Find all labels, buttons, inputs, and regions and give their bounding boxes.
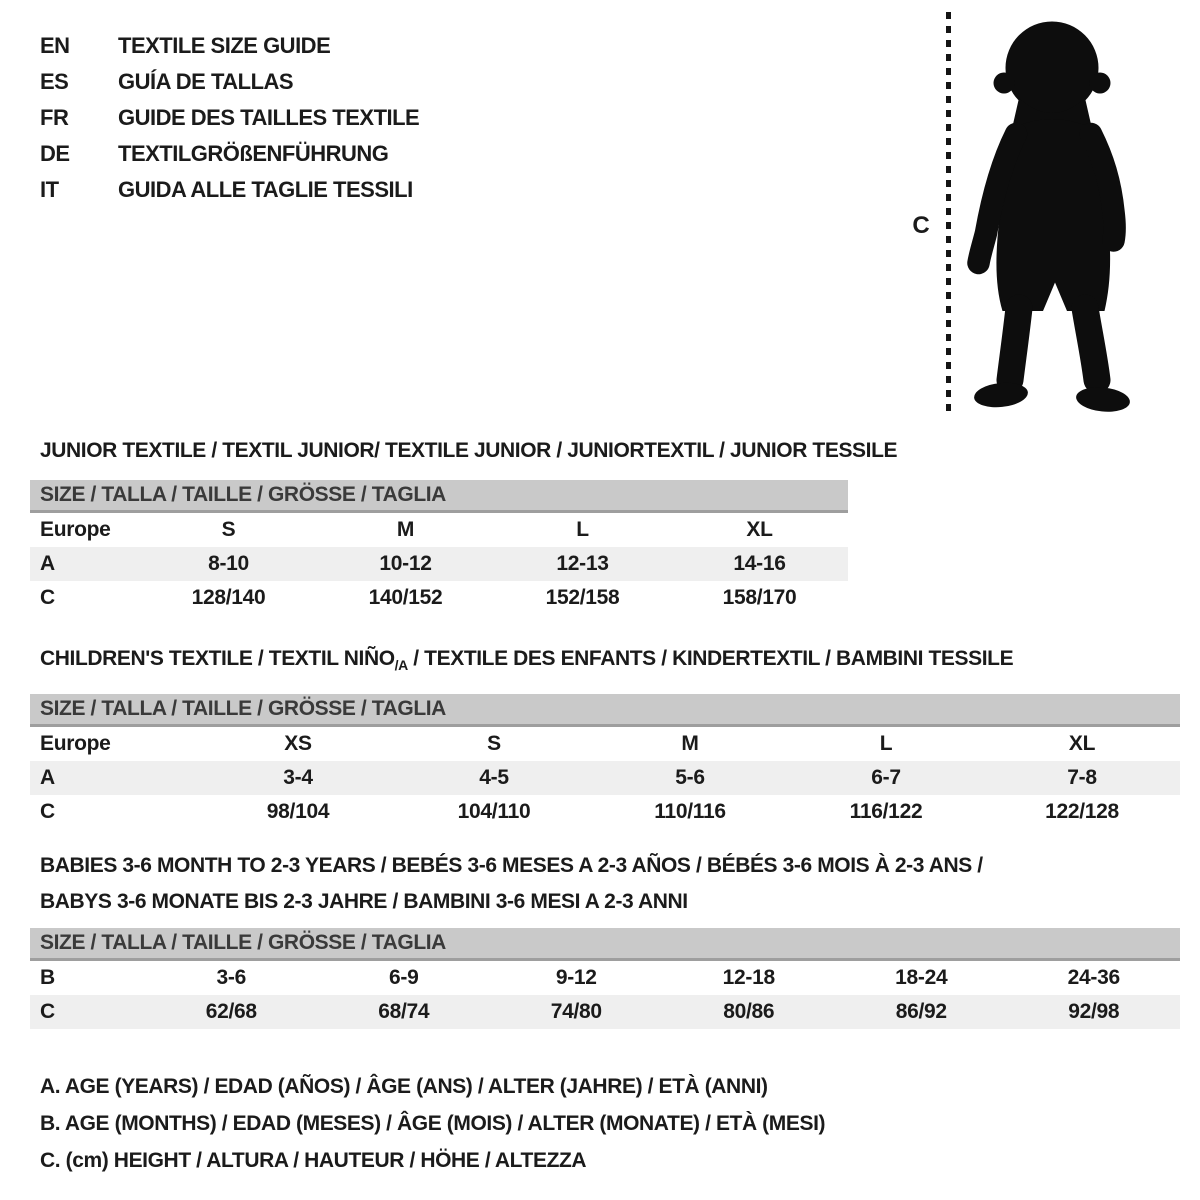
size-header-bar: SIZE / TALLA / TAILLE / GRÖSSE / TAGLIA: [30, 480, 848, 513]
table-header-row: [30, 727, 1180, 761]
title-part: CHILDREN'S TEXTILE / TEXTIL NIÑO: [40, 647, 395, 670]
region-label: Europe: [40, 732, 111, 756]
cell-value: 9-12: [555, 966, 597, 989]
region-label: Europe: [40, 518, 111, 541]
cell-value: 7-8: [1067, 766, 1097, 790]
cell-value: 110/116: [654, 800, 726, 824]
section-children-textile: [30, 641, 1180, 829]
table-row-height-cm: [30, 995, 1180, 1029]
legend-line-a: A. AGE (YEARS) / EDAD (AÑOS) / ÂGE (ANS) / ALTER (JAHRE) / ETÀ (ANNI): [40, 1075, 768, 1098]
cell-value: 128/140: [191, 586, 266, 609]
cell-value: 152/158: [545, 586, 620, 609]
lang-row-de: [40, 136, 419, 172]
table-row-age-years: [30, 547, 848, 581]
measurement-legend: [40, 1068, 825, 1179]
lang-title: GUIDA ALLE TAGLIE TESSILI: [118, 177, 413, 202]
legend-line-b: B. AGE (MONTHS) / EDAD (MESES) / ÂGE (MOIS) / ALTER (MONATE) / ETÀ (MESI): [40, 1112, 826, 1135]
table-row-age-months: [30, 961, 1180, 995]
lang-title: TEXTILE SIZE GUIDE: [118, 33, 331, 58]
cell-value: 98/104: [266, 800, 330, 824]
row-label: C: [40, 1000, 55, 1023]
cell-value: 6-9: [389, 966, 419, 989]
title-line-2: BABYS 3-6 MONATE BIS 2-3 JAHRE / BAMBINI 3-6 MESI A 2-3 ANNI: [40, 890, 688, 913]
lang-row-es: [40, 64, 419, 100]
table-row-height-cm: [30, 581, 848, 615]
lang-row-fr: [40, 100, 419, 136]
section-title: [30, 848, 1180, 920]
cell-value: 62/68: [205, 1000, 257, 1023]
cell-value: 74/80: [550, 1000, 602, 1023]
lang-row-en: [40, 28, 419, 64]
cell-value: 3-6: [216, 966, 246, 989]
lang-title: TEXTILGRÖßENFÜHRUNG: [118, 141, 389, 166]
lang-row-it: [40, 172, 419, 208]
title-part: / TEXTILE DES ENFANTS / KINDERTEXTIL / BAMBINI TESSILE: [407, 647, 1014, 670]
row-label: C: [40, 800, 55, 824]
section-title: [30, 641, 1180, 683]
cell-value: 4-5: [479, 766, 509, 790]
height-dashed-line: [946, 12, 951, 416]
size-header-bar: SIZE / TALLA / TAILLE / GRÖSSE / TAGLIA: [30, 694, 1180, 727]
cell-value: 10-12: [379, 552, 432, 575]
column-header: L: [879, 732, 893, 756]
row-label: B: [40, 966, 55, 989]
lang-code: EN: [40, 33, 70, 58]
lang-code: IT: [40, 177, 59, 202]
cell-value: 5-6: [675, 766, 705, 790]
cell-value: 24-36: [1067, 966, 1120, 989]
title-part-sub: /A: [394, 657, 408, 674]
section-title: JUNIOR TEXTILE / TEXTIL JUNIOR/ TEXTILE JUNIOR / JUNIORTEXTIL / JUNIOR TESSILE: [40, 439, 898, 462]
table-row-age-years: [30, 761, 1180, 795]
cell-value: 6-7: [871, 766, 901, 790]
row-label: A: [40, 552, 55, 575]
cell-value: 68/74: [378, 1000, 430, 1023]
row-label: A: [40, 766, 55, 790]
lang-code: DE: [40, 141, 70, 166]
cell-value: 86/92: [895, 1000, 947, 1023]
lang-title: GUIDE DES TAILLES TEXTILE: [118, 105, 420, 130]
column-header: M: [396, 518, 415, 541]
cell-value: 8-10: [208, 552, 249, 575]
column-header: S: [221, 518, 236, 541]
section-junior-textile: [30, 433, 898, 615]
column-header: S: [487, 732, 501, 756]
column-header: XL: [746, 518, 773, 541]
cell-value: 158/170: [722, 586, 797, 609]
cell-value: 12-13: [556, 552, 609, 575]
language-title-list: [40, 28, 419, 208]
table-row-height-cm: [30, 795, 1180, 829]
cell-value: 122/128: [1045, 800, 1119, 824]
cell-value: 14-16: [733, 552, 786, 575]
column-header: M: [681, 732, 699, 756]
table-header-row: [30, 513, 848, 547]
title-line-1: BABIES 3-6 MONTH TO 2-3 YEARS / BEBÉS 3-6 MESES A 2-3 AÑOS / BÉBÉS 3-6 MOIS À 2-3 ANS /: [40, 854, 983, 877]
lang-code: ES: [40, 69, 69, 94]
legend-line-c: C. (cm) HEIGHT / ALTURA / HAUTEUR / HÖHE / ALTEZZA: [40, 1149, 587, 1172]
column-header: L: [576, 518, 589, 541]
column-header: XS: [284, 732, 312, 756]
cell-value: 3-4: [283, 766, 313, 790]
size-header-bar: SIZE / TALLA / TAILLE / GRÖSSE / TAGLIA: [30, 928, 1180, 961]
row-label: C: [40, 586, 55, 609]
cell-value: 104/110: [457, 800, 531, 824]
section-babies-textile: [30, 848, 1180, 1029]
lang-code: FR: [40, 105, 69, 130]
cell-value: 116/122: [849, 800, 923, 824]
cell-value: 18-24: [895, 966, 948, 989]
cell-value: 92/98: [1068, 1000, 1120, 1023]
cell-value: 80/86: [723, 1000, 775, 1023]
height-measure-label: C: [912, 212, 930, 239]
cell-value: 140/152: [368, 586, 443, 609]
toddler-silhouette-icon: [962, 8, 1142, 428]
lang-title: GUÍA DE TALLAS: [118, 69, 294, 94]
column-header: XL: [1068, 732, 1096, 756]
cell-value: 12-18: [722, 966, 775, 989]
